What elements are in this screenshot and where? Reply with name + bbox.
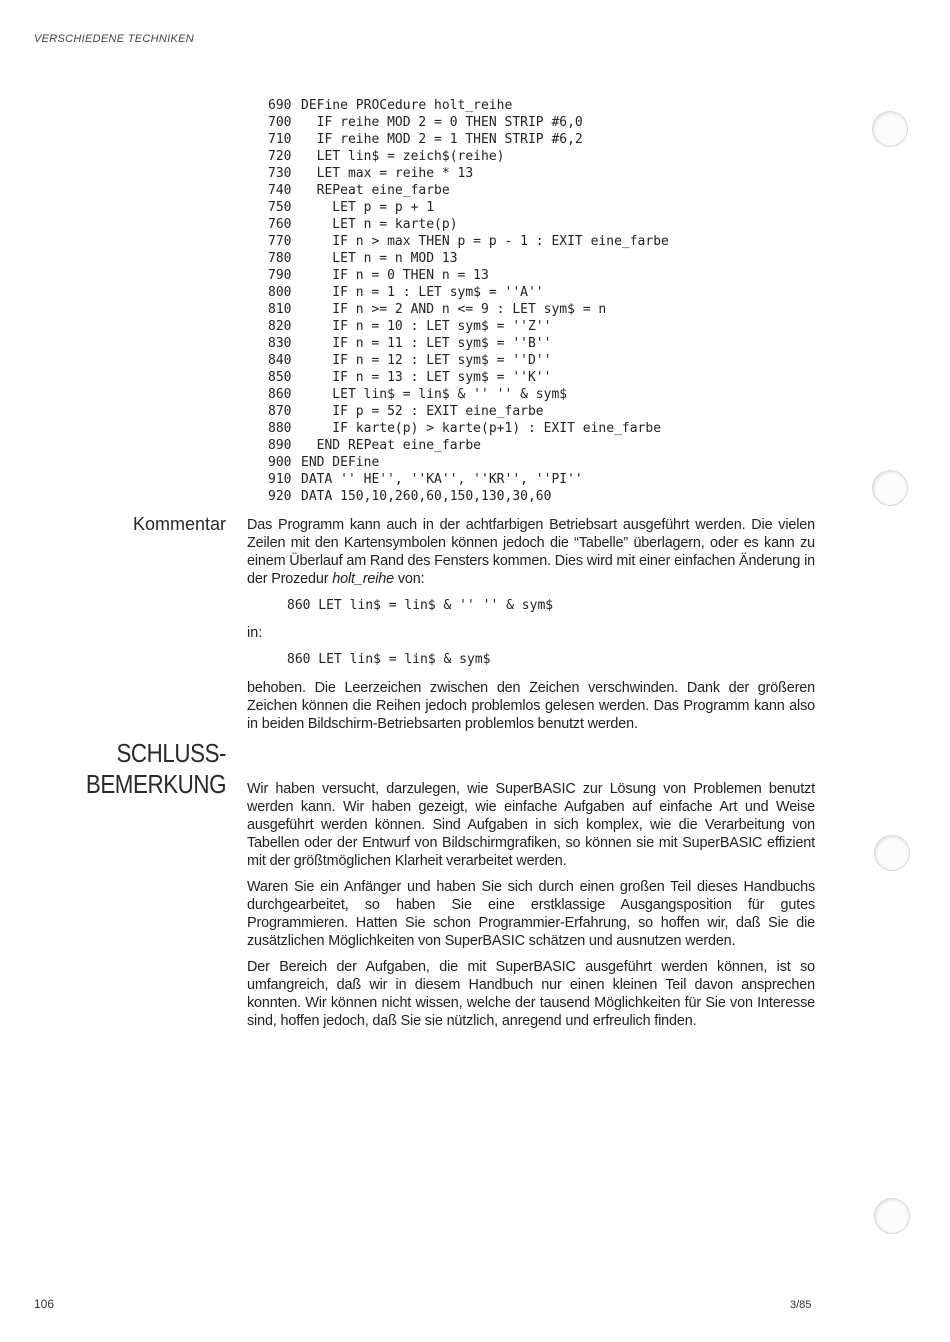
- line-number: 830: [268, 336, 292, 351]
- punch-hole-icon: [874, 835, 910, 871]
- line-number: 870: [268, 404, 292, 419]
- line-number: 900: [268, 455, 292, 470]
- line-number: 860: [268, 387, 292, 402]
- code-statement: IF n > max THEN p = p - 1 : EXIT eine_farbe: [301, 234, 669, 249]
- code-line: [268, 420, 669, 437]
- code-statement: IF n = 1 : LET sym$ = ''A'': [301, 285, 544, 300]
- code-statement: IF karte(p) > karte(p+1) : EXIT eine_farbe: [301, 421, 662, 436]
- code-line: [268, 216, 669, 233]
- line-number: 880: [268, 421, 292, 436]
- code-line: [268, 182, 669, 199]
- code-statement: LET p = p + 1: [301, 200, 435, 215]
- code-statement: IF n = 0 THEN n = 13: [301, 268, 489, 283]
- line-number: 850: [268, 370, 292, 385]
- code-statement: IF reihe MOD 2 = 1 THEN STRIP #6,2: [301, 132, 583, 147]
- line-number: 920: [268, 489, 292, 504]
- code-line: [268, 488, 669, 505]
- section-label-line-2: BEMERKUNG: [85, 769, 226, 799]
- code-line: [268, 403, 669, 420]
- kommentar-text-b: von:: [393, 571, 425, 587]
- section-label-line-1: SCHLUSS-: [116, 738, 226, 768]
- line-number: 800: [268, 285, 292, 300]
- code-line: [268, 114, 669, 131]
- line-number: 690: [268, 98, 292, 113]
- code-statement: IF n = 11 : LET sym$ = ''B'': [301, 336, 552, 351]
- code-statement: LET max = reihe * 13: [301, 166, 474, 181]
- code-line: [268, 233, 669, 250]
- section-label-schlussbemerkung: [86, 738, 226, 800]
- code-line: [268, 369, 669, 386]
- code-statement: LET n = karte(p): [301, 217, 458, 232]
- line-number: 710: [268, 132, 292, 147]
- procedure-name: holt_reihe: [332, 571, 394, 587]
- code-listing: [268, 97, 669, 505]
- code-statement: IF n = 10 : LET sym$ = ''Z'': [301, 319, 552, 334]
- code-line: [268, 250, 669, 267]
- code-line: [268, 471, 669, 488]
- line-number: 790: [268, 268, 292, 283]
- kommentar-paragraph-1: [247, 516, 815, 588]
- code-line: [268, 335, 669, 352]
- code-statement: REPeat eine_farbe: [301, 183, 450, 198]
- code-statement: DEFine PROCedure holt_reihe: [301, 98, 513, 113]
- kommentar-paragraph-2: [247, 679, 815, 733]
- line-number: 700: [268, 115, 292, 130]
- code-statement: DATA '' HE'', ''KA'', ''KR'', ''PI'': [301, 472, 583, 487]
- schluss-paragraph-3-text: Der Bereich der Aufgaben, die mit SuperBASIC ausgeführt werden können, ist so umfangreich, daß wir in diesem Handbuch nur einen kleinen Teil davon ansprechen konnten. Wir können nicht wissen, welche der tausend Möglichkeiten für Sie von Interesse sind, hoffen jedoch, daß Sie sie nützlich, anregend und erfreulich finden.: [247, 959, 815, 1029]
- code-statement: IF n = 13 : LET sym$ = ''K'': [301, 370, 552, 385]
- line-number: 840: [268, 353, 292, 368]
- code-line: [268, 97, 669, 114]
- code-line: [268, 165, 669, 182]
- code-statement: IF n >= 2 AND n <= 9 : LET sym$ = n: [301, 302, 607, 317]
- page-number: 106: [34, 1297, 55, 1311]
- code-statement: DATA 150,10,260,60,150,130,30,60: [301, 489, 552, 504]
- code-line: [268, 454, 669, 471]
- in-label: in:: [247, 625, 263, 641]
- line-number: 820: [268, 319, 292, 334]
- code-line: [268, 148, 669, 165]
- code-statement: IF reihe MOD 2 = 0 THEN STRIP #6,0: [301, 115, 583, 130]
- section-label-kommentar: Kommentar: [132, 514, 226, 534]
- code-statement: IF n = 12 : LET sym$ = ''D'': [301, 353, 552, 368]
- line-number: 770: [268, 234, 292, 249]
- line-number: 890: [268, 438, 292, 453]
- code-line: [268, 386, 669, 403]
- code-statement: IF p = 52 : EXIT eine_farbe: [301, 404, 544, 419]
- schluss-paragraph-3: [247, 958, 815, 1030]
- code-line: [268, 301, 669, 318]
- punch-hole-icon: [874, 1198, 910, 1234]
- kommentar-paragraph-2-text: behoben. Die Leerzeichen zwischen den Zeichen verschwinden. Dank der größeren Zeichen können die Reihen jedoch problemlos gelesen werden. Das Programm kann also in beiden Bildschirm-Betriebsarten problemlos benutzt werden.: [247, 680, 815, 732]
- schluss-paragraph-1: [247, 780, 815, 870]
- line-number: 810: [268, 302, 292, 317]
- code-line: [268, 267, 669, 284]
- kommentar-text-a: Das Programm kann auch in der achtfarbigen Betriebsart ausgeführt werden. Die vielen Zeilen mit den Kartensymbolen können jedoch die “Tabelle” überlagern, oder es kann zu einem Überlauf am Rand des Fensters kommen. Dies wird mit einer einfachen Änderung in der Prozedur: [247, 517, 815, 587]
- code-line: [268, 284, 669, 301]
- line-number: 740: [268, 183, 292, 198]
- line-number: 780: [268, 251, 292, 266]
- code-line: [268, 199, 669, 216]
- line-number: 730: [268, 166, 292, 181]
- line-number: 720: [268, 149, 292, 164]
- punch-hole-icon: [872, 111, 908, 147]
- code-statement: LET n = n MOD 13: [301, 251, 458, 266]
- line-number: 910: [268, 472, 292, 487]
- code-statement: LET lin$ = lin$ & '' '' & sym$: [301, 387, 568, 402]
- code-statement: END DEFine: [301, 455, 380, 470]
- running-head: VERSCHIEDENE TECHNIKEN: [34, 33, 195, 45]
- schluss-paragraph-2-text: Waren Sie ein Anfänger und haben Sie sich durch einen großen Teil dieses Handbuchs durchgearbeitet, so haben Sie eine erstklassige Ausgangsposition für gutes Programmieren. Hatten Sie schon Programmier-Erfahrung, so hoffen wir, daß Sie die zusätzlichen Möglichkeiten von SuperBASIC schätzen und ausnutzen werden.: [247, 879, 815, 949]
- line-number: 760: [268, 217, 292, 232]
- line-number: 750: [268, 200, 292, 215]
- code-before: 860 LET lin$ = lin$ & '' '' & sym$: [287, 598, 554, 613]
- code-line: [268, 352, 669, 369]
- code-after: 860 LET lin$ = lin$ & sym$: [287, 652, 491, 667]
- schluss-paragraph-2: [247, 878, 815, 950]
- punch-hole-icon: [872, 470, 908, 506]
- code-statement: LET lin$ = zeich$(reihe): [301, 149, 505, 164]
- code-line: [268, 437, 669, 454]
- print-date: 3/85: [790, 1299, 812, 1311]
- schluss-paragraph-1-text: Wir haben versucht, darzulegen, wie SuperBASIC zur Lösung von Problemen benutzt werden kann. Wir haben gezeigt, wie einfache Aufgaben auf einfache Art und Weise ausgeführt werden können. Sind Aufgaben in sich komplex, wie die Verarbeitung von Tabellen oder der Entwurf von Bildschirmgrafiken, so können sie mit SuperBASIC effizient mit der größtmöglichen Klarheit verarbeitet werden.: [247, 781, 815, 869]
- code-line: [268, 318, 669, 335]
- code-line: [268, 131, 669, 148]
- code-statement: END REPeat eine_farbe: [301, 438, 482, 453]
